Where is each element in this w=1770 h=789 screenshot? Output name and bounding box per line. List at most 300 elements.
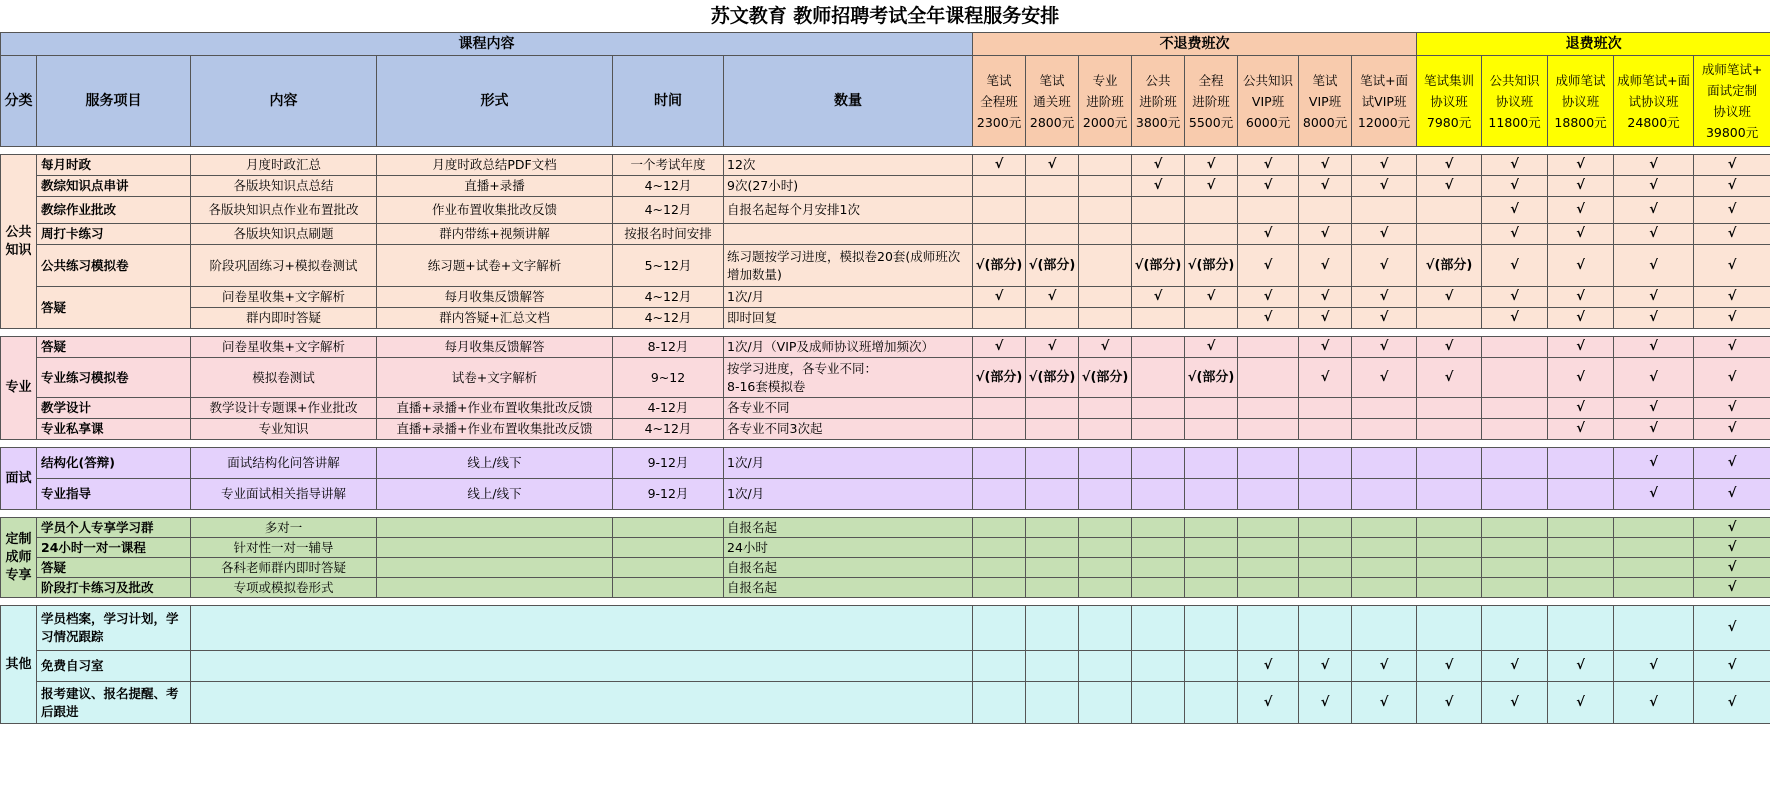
form-cell: 群内答疑+汇总文档 xyxy=(377,308,613,329)
check-cell: √ xyxy=(1026,155,1079,176)
check-cell xyxy=(1482,558,1548,578)
check-cell: √ xyxy=(1299,224,1352,245)
table-row xyxy=(1,606,1770,651)
check-cell: √ xyxy=(1614,224,1694,245)
check-cell xyxy=(1417,558,1482,578)
check-cell: √ xyxy=(1482,287,1548,308)
section-separator xyxy=(1,510,1770,518)
quantity-cell: 9次(27小时) xyxy=(724,176,973,197)
column-header-time: 时间 xyxy=(613,56,724,147)
check-cell: √ xyxy=(973,337,1026,358)
page-title: 苏文教育 教师招聘考试全年课程服务安排 xyxy=(710,5,1060,27)
class-header-line: 协议班 xyxy=(1430,93,1468,109)
check-cell: √ xyxy=(1238,176,1299,197)
check-cell xyxy=(1614,606,1694,651)
check-cell xyxy=(1026,518,1079,538)
check-cell xyxy=(1026,538,1079,558)
check-cell: √ xyxy=(1352,337,1417,358)
service-cell: 每月时政 xyxy=(37,155,191,176)
class-header-line: 公共 xyxy=(1145,72,1171,88)
check-cell xyxy=(1238,448,1299,479)
class-header xyxy=(1299,56,1352,147)
class-header xyxy=(1132,56,1185,147)
check-cell: √ xyxy=(1614,398,1694,419)
check-cell xyxy=(1299,419,1352,440)
class-header xyxy=(1694,56,1770,147)
quantity-cell: 12次 xyxy=(724,155,973,176)
class-header-line: 进阶班 xyxy=(1139,93,1177,109)
check-cell xyxy=(1352,518,1417,538)
check-cell xyxy=(1352,398,1417,419)
check-cell xyxy=(1548,558,1614,578)
check-cell xyxy=(1417,606,1482,651)
check-cell: √ xyxy=(1482,682,1548,724)
check-cell: √ xyxy=(1417,337,1482,358)
quantity-line: 8-16套模拟卷 xyxy=(727,378,806,394)
content-cell: 阶段巩固练习+模拟卷测试 xyxy=(191,245,377,287)
check-cell: √ xyxy=(1352,308,1417,329)
check-cell xyxy=(1132,419,1185,440)
check-cell: √ xyxy=(1614,448,1694,479)
section-separator xyxy=(1,598,1770,606)
column-header-quantity: 数量 xyxy=(724,56,973,147)
check-cell: √ xyxy=(1694,308,1770,329)
check-cell: √ xyxy=(1694,518,1770,538)
check-cell xyxy=(1352,606,1417,651)
class-header-line: 12000元 xyxy=(1357,114,1411,130)
check-cell xyxy=(973,224,1026,245)
content-cell: 专业面试相关指导讲解 xyxy=(191,479,377,510)
check-cell: √ xyxy=(1548,245,1614,287)
check-cell xyxy=(973,518,1026,538)
table-row xyxy=(1,398,1770,419)
check-cell xyxy=(1026,224,1079,245)
separator-cell xyxy=(1,440,1770,448)
check-cell xyxy=(1079,651,1132,682)
class-header-line: 2000元 xyxy=(1082,114,1128,130)
check-cell: √ xyxy=(1694,448,1770,479)
column-header-form: 形式 xyxy=(377,56,613,147)
class-header xyxy=(1614,56,1694,147)
service-cell: 答疑 xyxy=(37,558,191,578)
check-cell: √ xyxy=(1417,651,1482,682)
quantity-cell xyxy=(724,358,973,398)
content-cell: 各版块知识点总结 xyxy=(191,176,377,197)
time-cell xyxy=(613,578,724,598)
service-cell: 专业练习模拟卷 xyxy=(37,358,191,398)
service-cell: 周打卡练习 xyxy=(37,224,191,245)
check-cell: √ xyxy=(1694,558,1770,578)
table-row xyxy=(1,518,1770,538)
check-cell xyxy=(1299,448,1352,479)
check-cell: √ xyxy=(1614,419,1694,440)
quantity-cell: 自报名起每个月安排1次 xyxy=(724,197,973,224)
check-cell: √ xyxy=(1238,155,1299,176)
check-cell xyxy=(1185,308,1238,329)
check-cell xyxy=(1238,197,1299,224)
check-cell xyxy=(973,479,1026,510)
check-cell: √ xyxy=(1238,245,1299,287)
check-cell xyxy=(1238,558,1299,578)
form-cell: 试卷+文字解析 xyxy=(377,358,613,398)
class-header-line: 通关班 xyxy=(1033,93,1071,109)
content-cell: 群内即时答疑 xyxy=(191,308,377,329)
table-row xyxy=(1,287,1770,308)
table-row xyxy=(1,155,1770,176)
check-cell xyxy=(1417,518,1482,538)
check-cell: √ xyxy=(1548,155,1614,176)
check-cell: √ xyxy=(1482,308,1548,329)
class-header-line: 公共知识 xyxy=(1243,72,1294,88)
separator-cell xyxy=(1,598,1770,606)
time-cell: 4-12月 xyxy=(613,398,724,419)
quantity-cell: 各专业不同 xyxy=(724,398,973,419)
check-cell xyxy=(1299,606,1352,651)
check-cell: √ xyxy=(1299,176,1352,197)
check-cell xyxy=(1026,558,1079,578)
check-cell: √ xyxy=(1694,287,1770,308)
schedule-table xyxy=(0,32,1770,724)
check-cell xyxy=(1079,419,1132,440)
service-cell: 教综知识点串讲 xyxy=(37,176,191,197)
class-header-line: 6000元 xyxy=(1245,114,1291,130)
section-separator xyxy=(1,329,1770,337)
check-cell xyxy=(1132,308,1185,329)
check-cell: √(部分) xyxy=(1026,245,1079,287)
class-header-line: 进阶班 xyxy=(1086,93,1124,109)
table-row xyxy=(1,651,1770,682)
check-cell: √(部分) xyxy=(1417,245,1482,287)
check-cell xyxy=(1482,518,1548,538)
form-cell xyxy=(377,518,613,538)
class-header-line: VIP班 xyxy=(1251,93,1285,109)
check-cell: √ xyxy=(1185,337,1238,358)
class-header xyxy=(1548,56,1614,147)
group-refund-header: 退费班次 xyxy=(1417,33,1770,56)
check-cell: √ xyxy=(1694,176,1770,197)
check-cell: √ xyxy=(1694,682,1770,724)
check-cell xyxy=(1614,538,1694,558)
time-cell: 4~12月 xyxy=(613,308,724,329)
check-cell xyxy=(973,538,1026,558)
check-cell: √ xyxy=(1299,287,1352,308)
quantity-cell: 1次/月（VIP及成师协议班增加频次） xyxy=(724,337,973,358)
check-cell xyxy=(1482,448,1548,479)
check-cell xyxy=(1614,578,1694,598)
check-cell xyxy=(1352,479,1417,510)
time-cell: 4~12月 xyxy=(613,287,724,308)
time-cell: 8-12月 xyxy=(613,337,724,358)
check-cell xyxy=(1132,651,1185,682)
check-cell xyxy=(1079,606,1132,651)
class-header-line: 全程班 xyxy=(980,93,1018,109)
check-cell xyxy=(1079,448,1132,479)
service-cell: 答疑 xyxy=(37,287,191,329)
check-cell: √ xyxy=(1614,337,1694,358)
check-cell: √ xyxy=(1185,155,1238,176)
check-cell xyxy=(1079,308,1132,329)
form-cell: 每月收集反馈解答 xyxy=(377,287,613,308)
form-cell: 群内带练+视频讲解 xyxy=(377,224,613,245)
check-cell: √ xyxy=(1026,287,1079,308)
check-cell xyxy=(1185,398,1238,419)
quantity-cell: 练习题按学习进度，模拟卷20套(成师班次增加数量) xyxy=(724,245,973,287)
check-cell: √ xyxy=(1352,682,1417,724)
class-header-line: 全程 xyxy=(1198,72,1224,88)
check-cell: √ xyxy=(1694,651,1770,682)
check-cell xyxy=(1482,419,1548,440)
check-cell: √ xyxy=(1482,197,1548,224)
check-cell xyxy=(1352,558,1417,578)
quantity-cell: 各专业不同3次起 xyxy=(724,419,973,440)
category-cell: 定制成师专享 xyxy=(1,518,37,598)
class-header-line: 公共知识 xyxy=(1489,72,1540,88)
check-cell: √ xyxy=(1548,224,1614,245)
check-cell xyxy=(1026,479,1079,510)
check-cell xyxy=(1238,479,1299,510)
check-cell: √ xyxy=(1694,224,1770,245)
check-cell: √ xyxy=(1132,287,1185,308)
class-header xyxy=(1352,56,1417,147)
check-cell: √ xyxy=(1352,651,1417,682)
form-cell: 直播+录播+作业布置收集批改反馈 xyxy=(377,398,613,419)
service-cell: 阶段打卡练习及批改 xyxy=(37,578,191,598)
check-cell: √ xyxy=(1694,155,1770,176)
category-cell: 其他 xyxy=(1,606,37,724)
check-cell: √ xyxy=(1694,398,1770,419)
form-cell: 月度时政总结PDF文档 xyxy=(377,155,613,176)
table-row xyxy=(1,419,1770,440)
check-cell xyxy=(1482,358,1548,398)
check-cell xyxy=(973,197,1026,224)
class-header-line: 2300元 xyxy=(976,114,1022,130)
service-cell: 学员个人专享学习群 xyxy=(37,518,191,538)
class-header-line: 7980元 xyxy=(1426,114,1472,130)
check-cell: √ xyxy=(1352,358,1417,398)
check-cell xyxy=(1132,538,1185,558)
service-cell: 报考建议、报名提醒、考后跟进 xyxy=(37,682,191,724)
class-header xyxy=(973,56,1026,147)
check-cell xyxy=(1548,606,1614,651)
check-cell: √ xyxy=(1417,287,1482,308)
check-cell xyxy=(973,176,1026,197)
check-cell xyxy=(1185,479,1238,510)
check-cell xyxy=(1079,224,1132,245)
check-cell xyxy=(1548,518,1614,538)
check-cell: √ xyxy=(1299,337,1352,358)
content-cell: 教学设计专题课+作业批改 xyxy=(191,398,377,419)
check-cell xyxy=(1079,538,1132,558)
class-header-line: 笔试 xyxy=(986,72,1012,88)
column-header-service: 服务项目 xyxy=(37,56,191,147)
check-cell: √ xyxy=(1238,308,1299,329)
check-cell: √ xyxy=(1482,155,1548,176)
check-cell xyxy=(1185,682,1238,724)
separator-cell xyxy=(1,147,1770,155)
time-cell: 4~12月 xyxy=(613,197,724,224)
time-cell: 9-12月 xyxy=(613,479,724,510)
category-cell: 面试 xyxy=(1,448,37,510)
content-cell: 多对一 xyxy=(191,518,377,538)
separator-cell xyxy=(1,329,1770,337)
content-cell: 模拟卷测试 xyxy=(191,358,377,398)
check-cell: √ xyxy=(1482,651,1548,682)
content-cell: 针对性一对一辅导 xyxy=(191,538,377,558)
check-cell: √ xyxy=(1185,287,1238,308)
empty-cell xyxy=(191,606,973,651)
class-header-line: 18800元 xyxy=(1554,114,1607,130)
check-cell xyxy=(1185,606,1238,651)
class-header-line: 成师笔试+面 xyxy=(1617,72,1691,88)
service-cell: 专业指导 xyxy=(37,479,191,510)
category-cell: 公共知识 xyxy=(1,155,37,329)
check-cell xyxy=(1132,398,1185,419)
check-cell: √(部分) xyxy=(973,358,1026,398)
service-cell: 学员档案，学习计划，学习情况跟踪 xyxy=(37,606,191,651)
service-cell: 教学设计 xyxy=(37,398,191,419)
class-header-line: 3800元 xyxy=(1135,114,1181,130)
check-cell xyxy=(1417,197,1482,224)
check-cell: √ xyxy=(1299,308,1352,329)
check-cell: √(部分) xyxy=(1026,358,1079,398)
class-header-line: 进阶班 xyxy=(1192,93,1230,109)
class-header-line: 试VIP班 xyxy=(1361,93,1407,109)
check-cell: √ xyxy=(1132,176,1185,197)
check-cell: √ xyxy=(1548,176,1614,197)
class-header-line: 2800元 xyxy=(1029,114,1075,130)
column-header-content: 内容 xyxy=(191,56,377,147)
table-row xyxy=(1,308,1770,329)
check-cell: √ xyxy=(1417,682,1482,724)
column-header-category: 分类 xyxy=(1,56,37,147)
check-cell xyxy=(1614,558,1694,578)
check-cell xyxy=(1079,155,1132,176)
quantity-cell: 1次/月 xyxy=(724,448,973,479)
check-cell xyxy=(1482,578,1548,598)
check-cell: √ xyxy=(1694,578,1770,598)
table-row xyxy=(1,224,1770,245)
section-separator xyxy=(1,147,1770,155)
check-cell: √ xyxy=(973,155,1026,176)
content-cell: 面试结构化问答讲解 xyxy=(191,448,377,479)
check-cell: √ xyxy=(1352,287,1417,308)
check-cell: √ xyxy=(1299,245,1352,287)
check-cell xyxy=(1417,538,1482,558)
time-cell: 按报名时间安排 xyxy=(613,224,724,245)
check-cell xyxy=(973,308,1026,329)
check-cell xyxy=(1238,398,1299,419)
check-cell: √ xyxy=(1614,245,1694,287)
check-cell: √ xyxy=(1614,197,1694,224)
check-cell xyxy=(1132,448,1185,479)
check-cell xyxy=(973,448,1026,479)
form-cell xyxy=(377,538,613,558)
check-cell: √ xyxy=(1299,682,1352,724)
class-header-line: 笔试+面 xyxy=(1360,72,1409,88)
check-cell xyxy=(1026,419,1079,440)
class-header-line: 成师笔试 xyxy=(1555,72,1606,88)
table-row xyxy=(1,176,1770,197)
check-cell: √ xyxy=(1694,538,1770,558)
check-cell xyxy=(1132,558,1185,578)
check-cell xyxy=(1079,245,1132,287)
check-cell: √ xyxy=(1299,155,1352,176)
class-header-line: 专业 xyxy=(1092,72,1118,88)
class-header-line: 8000元 xyxy=(1302,114,1348,130)
check-cell: √ xyxy=(1417,176,1482,197)
check-cell xyxy=(1079,287,1132,308)
check-cell xyxy=(1482,538,1548,558)
check-cell xyxy=(973,606,1026,651)
check-cell xyxy=(1548,448,1614,479)
form-cell: 每月收集反馈解答 xyxy=(377,337,613,358)
class-header xyxy=(1079,56,1132,147)
check-cell: √ xyxy=(1548,358,1614,398)
check-cell xyxy=(1079,479,1132,510)
check-cell xyxy=(1299,518,1352,538)
check-cell: √ xyxy=(1614,176,1694,197)
check-cell xyxy=(1417,578,1482,598)
check-cell xyxy=(973,558,1026,578)
quantity-cell: 自报名起 xyxy=(724,518,973,538)
class-header xyxy=(1482,56,1548,147)
table-row xyxy=(1,358,1770,398)
check-cell: √ xyxy=(1132,155,1185,176)
check-cell xyxy=(1548,538,1614,558)
check-cell xyxy=(973,578,1026,598)
check-cell xyxy=(1132,197,1185,224)
check-cell: √ xyxy=(1614,287,1694,308)
time-cell: 9-12月 xyxy=(613,448,724,479)
class-header xyxy=(1238,56,1299,147)
quantity-cell xyxy=(724,224,973,245)
time-cell xyxy=(613,538,724,558)
form-cell: 作业布置收集批改反馈 xyxy=(377,197,613,224)
check-cell xyxy=(1417,479,1482,510)
class-header-line: 笔试 xyxy=(1312,72,1338,88)
content-cell: 专业知识 xyxy=(191,419,377,440)
check-cell xyxy=(1482,479,1548,510)
class-header-line: 协议班 xyxy=(1495,93,1534,109)
check-cell xyxy=(1238,578,1299,598)
check-cell: √ xyxy=(1482,245,1548,287)
time-cell: 4~12月 xyxy=(613,176,724,197)
check-cell xyxy=(1299,479,1352,510)
table-row xyxy=(1,479,1770,510)
check-cell: √ xyxy=(1694,197,1770,224)
form-cell: 直播+录播+作业布置收集批改反馈 xyxy=(377,419,613,440)
quantity-cell: 自报名起 xyxy=(724,558,973,578)
check-cell: √ xyxy=(1614,479,1694,510)
check-cell xyxy=(1026,308,1079,329)
table-row xyxy=(1,337,1770,358)
check-cell xyxy=(1417,419,1482,440)
check-cell: √ xyxy=(1694,337,1770,358)
check-cell: √ xyxy=(1238,224,1299,245)
check-cell xyxy=(1548,479,1614,510)
time-cell: 5~12月 xyxy=(613,245,724,287)
service-cell: 答疑 xyxy=(37,337,191,358)
check-cell xyxy=(1185,518,1238,538)
check-cell: √(部分) xyxy=(973,245,1026,287)
check-cell xyxy=(1614,518,1694,538)
class-header xyxy=(1026,56,1079,147)
form-cell xyxy=(377,578,613,598)
check-cell xyxy=(973,651,1026,682)
content-cell: 问卷星收集+文字解析 xyxy=(191,337,377,358)
service-cell: 免费自习室 xyxy=(37,651,191,682)
check-cell xyxy=(1132,358,1185,398)
